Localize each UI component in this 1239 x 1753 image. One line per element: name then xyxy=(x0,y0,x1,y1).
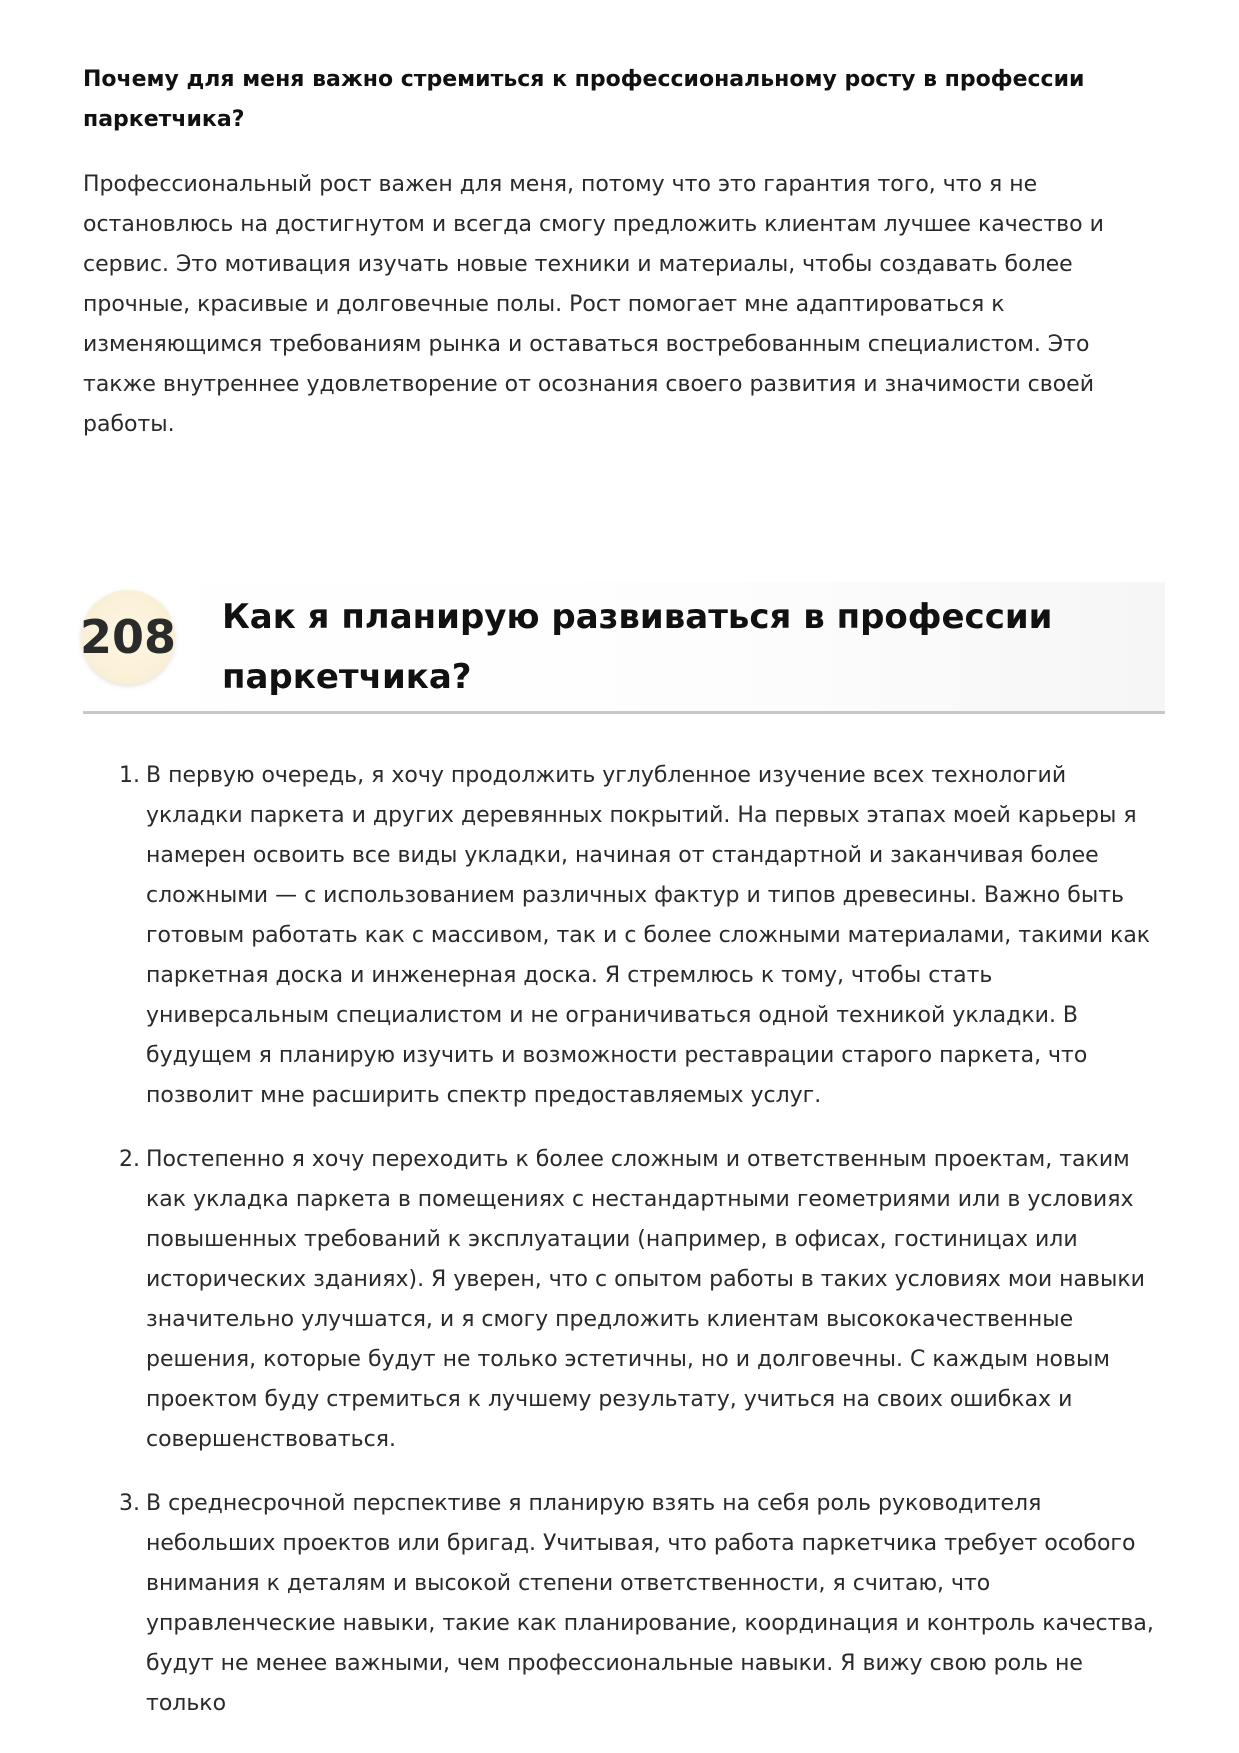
question-heading: Почему для меня важно стремиться к профессиональному росту в профессии паркетчика? xyxy=(83,67,1085,132)
development-steps-list xyxy=(83,756,1165,1748)
list-item-number: 2. xyxy=(119,1147,140,1172)
list-item-text: Постепенно я хочу переходить к более сложным и ответственным проектам, таким как укладка паркета в помещениях с нестандартными геометриями или в условиях повышенных требований к эксплуатации (например, в офисах, гостиницах или исторических зданиях). Я уверен, что с опытом работы в таких условиях мои навыки значительно улучшатся, и я смогу предложить клиентам высококачественные решения, которые будут не только эстетичны, но и долговечны. С каждым новым проектом буду стремиться к лучшему результату, учиться на своих ошибках и совершенствоваться. xyxy=(146,1147,1145,1452)
question-number-badge: 208 xyxy=(81,590,175,684)
list-item-text: В первую очередь, я хочу продолжить углубленное изучение всех технологий укладки паркета и других деревянных покрытий. На первых этапах моей карьеры я намерен освоить все виды укладки, начиная от стандартной и заканчивая более сложными — с использованием различных фактур и типов древесины. Важно быть готовым работать как с массивом, так и с более сложными материалами, такими как паркетная доска и инженерная доска. Я стремлюсь к тому, чтобы стать универсальным специалистом и не ограничиваться одной техникой укладки. В будущем я планирую изучить и возможности реставрации старого паркета, что позволит мне расширить спектр предоставляемых услуг. xyxy=(146,763,1151,1108)
section-title: Как я планирую развиваться в профессии паркетчика? xyxy=(222,597,1053,697)
list-item-text: В среднесрочной перспективе я планирую взять на себя роль руководителя небольших проектов или бригад. Учитывая, что работа паркетчика требует особого внимания к деталям и высокой степени ответственности, я считаю, что управленческие навыки, такие как планирование, координация и контроль качества, будут не менее важными, чем профессиональные навыки. Я вижу свою роль не только xyxy=(146,1491,1154,1716)
list-item-number: 1. xyxy=(119,763,140,788)
section-header xyxy=(79,582,1165,714)
list-item xyxy=(83,1140,1165,1460)
list-item xyxy=(83,1484,1165,1724)
list-item xyxy=(83,756,1165,1116)
list-item-number: 3. xyxy=(119,1491,140,1516)
answer-paragraph: Профессиональный рост важен для меня, потому что это гарантия того, что я не остановлюсь на достигнутом и всегда смогу предложить клиентам лучшее качество и сервис. Это мотивация изучать новые техники и материалы, чтобы создавать более прочные, красивые и долговечные полы. Рост помогает мне адаптироваться к изменяющимся требованиям рынка и оставаться востребованным специалистом. Это также внутреннее удовлетворение от осознания своего развития и значимости своей работы. xyxy=(83,172,1104,437)
